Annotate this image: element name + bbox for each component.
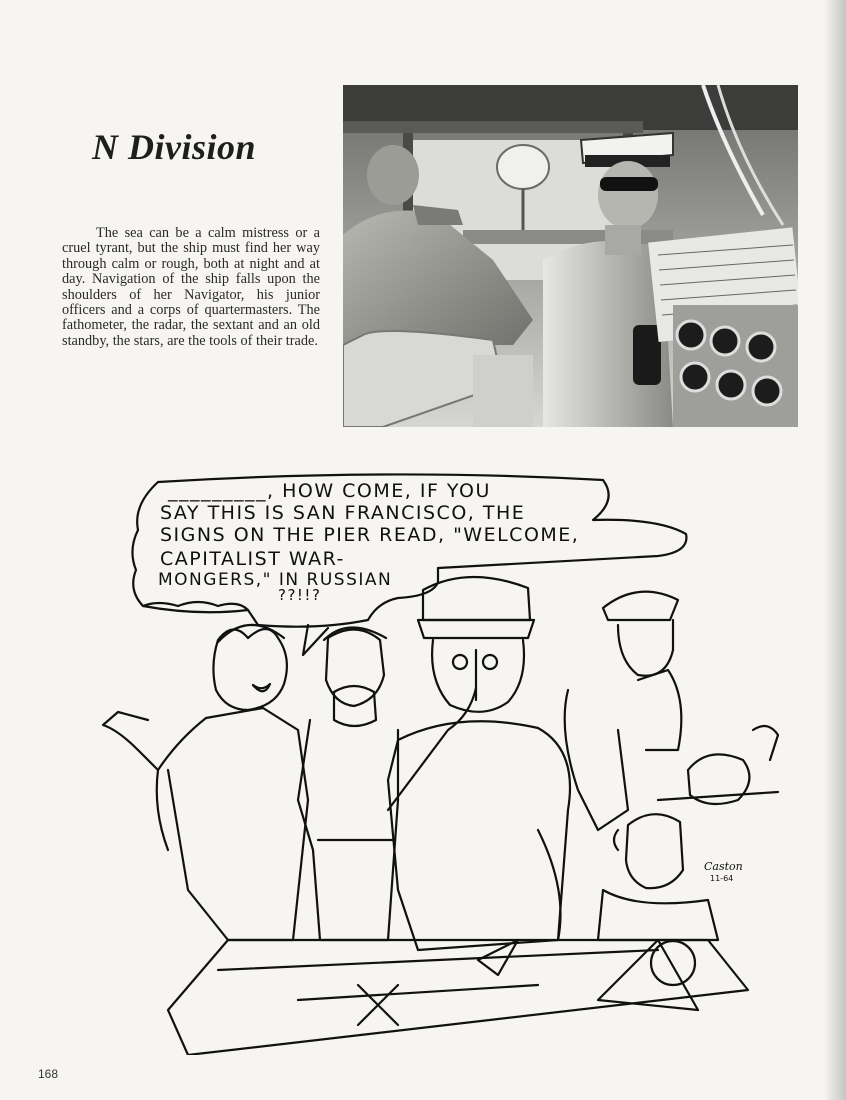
artist-signature-date: 11-64	[710, 874, 734, 883]
body-paragraph: The sea can be a calm mistress or a cruel tyrant, but the ship must find her way through calm or rough, both at night and at day. Navigation of the ship falls upon the shoulders of her Navigator, his junior officers and a corps of quartermasters. The fathometer, the radar, the sextant and an old standby, the stars, are the tools of their trade.	[62, 225, 320, 349]
speech-bubble-line-3: SIGNS ON THE PIER READ, "WELCOME,	[160, 524, 580, 546]
speech-bubble-line-4: CAPITALIST WAR-	[160, 548, 345, 570]
page-title: N Division	[92, 127, 257, 167]
artist-signature: Caston	[704, 860, 743, 873]
bridge-photo-image	[343, 85, 798, 427]
page-edge	[824, 0, 846, 1100]
page-number: 168	[38, 1067, 59, 1081]
speech-bubble-line-6: ??!!?	[278, 586, 322, 604]
speech-bubble-line-2: SAY THIS IS SAN FRANCISCO, THE	[160, 502, 526, 524]
bridge-photo	[343, 85, 798, 427]
speech-bubble-line-1: _________, HOW COME, IF YOU	[168, 480, 491, 502]
speech-bubble-line-5: MONGERS," IN RUSSIAN	[158, 570, 393, 590]
cartoon-illustration	[98, 470, 788, 1055]
